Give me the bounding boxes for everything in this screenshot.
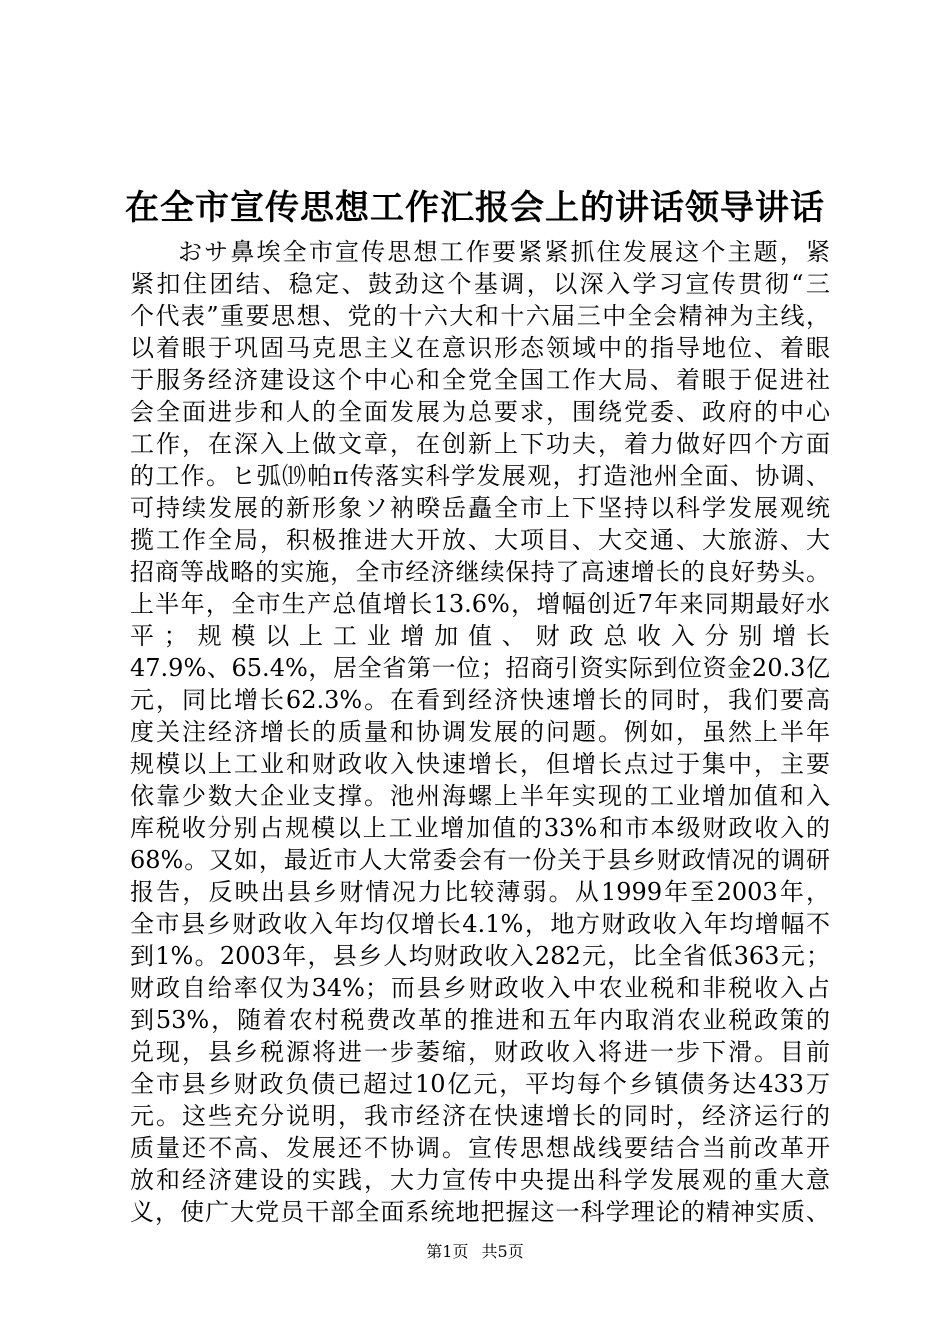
body-line: 到1%。2003年，县乡人均财政收入282元，比全省低363元； xyxy=(130,942,830,970)
body-line: おサ鼻埃全市宣传思想工作要紧紧抓住发展这个主题，紧 xyxy=(178,238,830,266)
page-number: 第1页 xyxy=(426,1242,469,1261)
body-line: 义，使广大党员干部全面系统地把握这一科学理论的精神实质、 xyxy=(130,1198,830,1226)
body-line: 平；规模以上工业增加值、财政总收入分别增长 xyxy=(130,622,830,650)
body-line: 紧扣住团结、稳定、鼓劲这个基调，以深入学习宣传贯彻“三 xyxy=(130,270,830,298)
body-line: 于服务经济建设这个中心和全党全国工作大局、着眼于促进社 xyxy=(130,366,830,394)
body-line: 全市县乡财政负债已超过10亿元，平均每个乡镇债务达433万 xyxy=(130,1070,830,1098)
body-line: 财政自给率仅为34%；而县乡财政收入中农业税和非税收入占 xyxy=(130,974,830,1002)
body-line: 元。这些充分说明，我市经济在快速增长的同时，经济运行的 xyxy=(130,1102,830,1130)
body-line: 的工作。ヒ弧⒆帕π传落实科学发展观，打造池州全面、协调、 xyxy=(130,462,830,490)
body-line: 报告，反映出县乡财情况力比较薄弱。从1999年至2003年， xyxy=(130,878,830,906)
page-total: 共5页 xyxy=(481,1242,524,1261)
body-line: 度关注经济增长的质量和协调发展的问题。例如，虽然上半年 xyxy=(130,718,830,746)
body-line: 揽工作全局，积极推进大开放、大项目、大交通、大旅游、大 xyxy=(130,526,830,554)
body-line: 兑现，县乡税源将进一步萎缩，财政收入将进一步下滑。目前 xyxy=(130,1038,830,1066)
body-line: 质量还不高、发展还不协调。宣传思想战线要结合当前改革开 xyxy=(130,1134,830,1162)
body-line: 全市县乡财政收入年均仅增长4.1%，地方财政收入年均增幅不 xyxy=(130,910,830,938)
body-line: 会全面进步和人的全面发展为总要求，围绕党委、政府的中心 xyxy=(130,398,830,426)
body-line: 招商等战略的实施，全市经济继续保持了高速增长的良好势头。 xyxy=(130,558,830,586)
body-line: 上半年，全市生产总值增长13.6%，增幅创近7年来同期最好水 xyxy=(130,590,830,618)
body-line: 放和经济建设的实践，大力宣传中央提出科学发展观的重大意 xyxy=(130,1166,830,1194)
body-line: 68%。又如，最近市人大常委会有一份关于县乡财政情况的调研 xyxy=(130,846,830,874)
document-body xyxy=(130,236,830,1228)
body-line: 库税收分别占规模以上工业增加值的33%和市本级财政收入的 xyxy=(130,814,830,842)
body-line: 47.9%、65.4%，居全省第一位；招商引资实际到位资金20.3亿 xyxy=(130,654,830,682)
body-line: 依靠少数大企业支撑。池州海螺上半年实现的工业增加值和入 xyxy=(130,782,830,810)
body-line: 规模以上工业和财政收入快速增长，但增长点过于集中，主要 xyxy=(130,750,830,778)
page-footer xyxy=(0,1241,950,1263)
document-title: 在全市宣传思想工作汇报会上的讲话领导讲话 xyxy=(125,188,825,228)
body-line: 工作，在深入上做文章，在创新上下功夫，着力做好四个方面 xyxy=(130,430,830,458)
body-line: 到53%，随着农村税费改革的推进和五年内取消农业税政策的 xyxy=(130,1006,830,1034)
body-line: 可持续发展的新形象ソ衲暌岳矗全市上下坚持以科学发展观统 xyxy=(130,494,830,522)
body-line: 以着眼于巩固马克思主义在意识形态领域中的指导地位、着眼 xyxy=(130,334,830,362)
body-line: 元，同比增长62.3%。在看到经济快速增长的同时，我们要高 xyxy=(130,686,830,714)
body-line: 个代表”重要思想、党的十六大和十六届三中全会精神为主线， xyxy=(130,302,830,330)
